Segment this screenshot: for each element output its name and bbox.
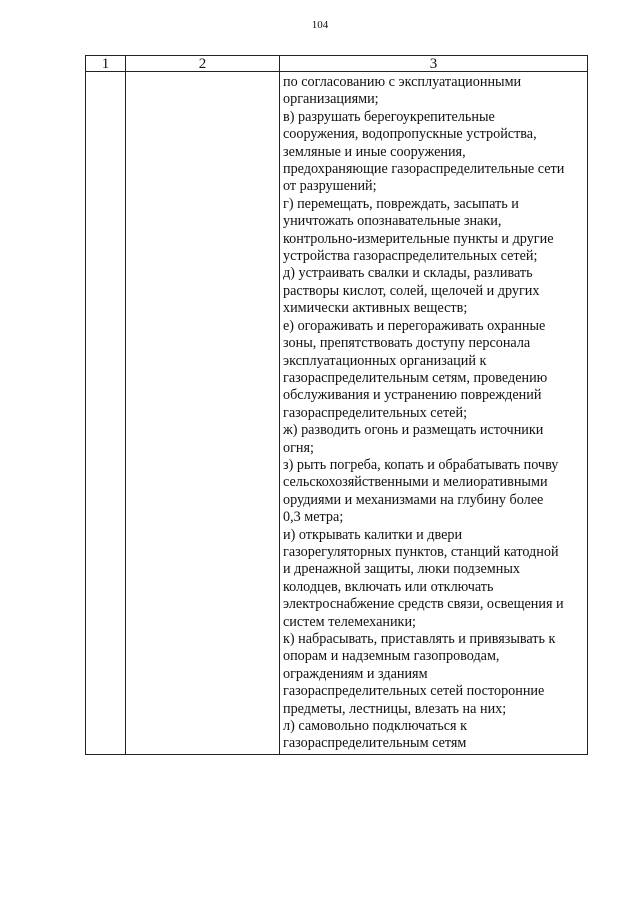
text-line: е) огораживать и перегораживать охранные xyxy=(283,317,546,334)
text-line: в) разрушать берегоукрепительные xyxy=(283,108,495,125)
column-header-1: 1 xyxy=(86,56,126,72)
column-header-3: 3 xyxy=(280,56,588,72)
text-line: контрольно-измерительные пункты и другие xyxy=(283,230,554,247)
text-line: и) открывать калитки и двери xyxy=(283,526,463,543)
text-line: предметы, лестницы, влезать на них; xyxy=(283,700,507,717)
text-line: опорам и надземным газопроводам, xyxy=(283,648,500,665)
text-line: ограждениям и зданиям xyxy=(283,665,428,682)
text-line: и дренажной защиты, люки подземных xyxy=(283,561,520,578)
text-line: организациями; xyxy=(283,91,379,108)
text-line: сооружения, водопропускные устройства, xyxy=(283,126,537,143)
document-table xyxy=(85,55,588,755)
table-cell-col3 xyxy=(280,72,588,755)
table-row xyxy=(86,72,588,755)
text-line: зоны, препятствовать доступу персонала xyxy=(283,335,531,352)
text-line: предохраняющие газораспределительные сети xyxy=(283,161,565,178)
text-line: з) рыть погреба, копать и обрабатывать почву xyxy=(283,456,559,473)
text-line: газорегуляторных пунктов, станций катодной xyxy=(283,543,559,560)
text-line: газораспределительным сетям xyxy=(283,735,467,752)
page-number: 104 xyxy=(311,19,329,31)
text-line: газораспределительных сетей; xyxy=(283,404,468,421)
text-line: огня; xyxy=(283,439,314,456)
text-line: ж) разводить огонь и размещать источники xyxy=(283,422,544,439)
text-line: эксплуатационных организаций к xyxy=(283,352,487,369)
text-line: уничтожать опознавательные знаки, xyxy=(283,213,502,230)
text-line: г) перемещать, повреждать, засыпать и xyxy=(283,195,519,212)
prohibitions-text xyxy=(280,72,587,754)
text-line: химически активных веществ; xyxy=(283,300,468,317)
column-header-2: 2 xyxy=(126,56,280,72)
text-line: электроснабжение средств связи, освещения и xyxy=(283,596,564,613)
text-line: л) самовольно подключаться к xyxy=(283,718,468,735)
text-line: обслуживания и устранению повреждений xyxy=(283,387,542,404)
text-line: д) устраивать свалки и склады, разливать xyxy=(283,265,533,282)
text-line: растворы кислот, солей, щелочей и других xyxy=(283,282,540,299)
text-line: орудиями и механизмами на глубину более xyxy=(283,491,544,508)
text-line: земляные и иные сооружения, xyxy=(283,143,466,160)
text-line: сельскохозяйственными и мелиоративными xyxy=(283,474,548,491)
text-line: газораспределительных сетей посторонние xyxy=(283,683,545,700)
text-line: 0,3 метра; xyxy=(283,509,344,526)
text-line: газораспределительным сетям, проведению xyxy=(283,369,548,386)
text-line: колодцев, включать или отключать xyxy=(283,578,494,595)
table-header-row xyxy=(86,56,588,72)
text-line: устройства газораспределительных сетей; xyxy=(283,248,538,265)
table-cell-col2 xyxy=(126,72,280,755)
text-line: от разрушений; xyxy=(283,178,377,195)
text-line: систем телемеханики; xyxy=(283,613,416,630)
text-line: по согласованию с эксплуатационными xyxy=(283,74,522,90)
text-line: к) набрасывать, приставлять и привязывать к xyxy=(283,631,556,647)
table-cell-col1 xyxy=(86,72,126,755)
